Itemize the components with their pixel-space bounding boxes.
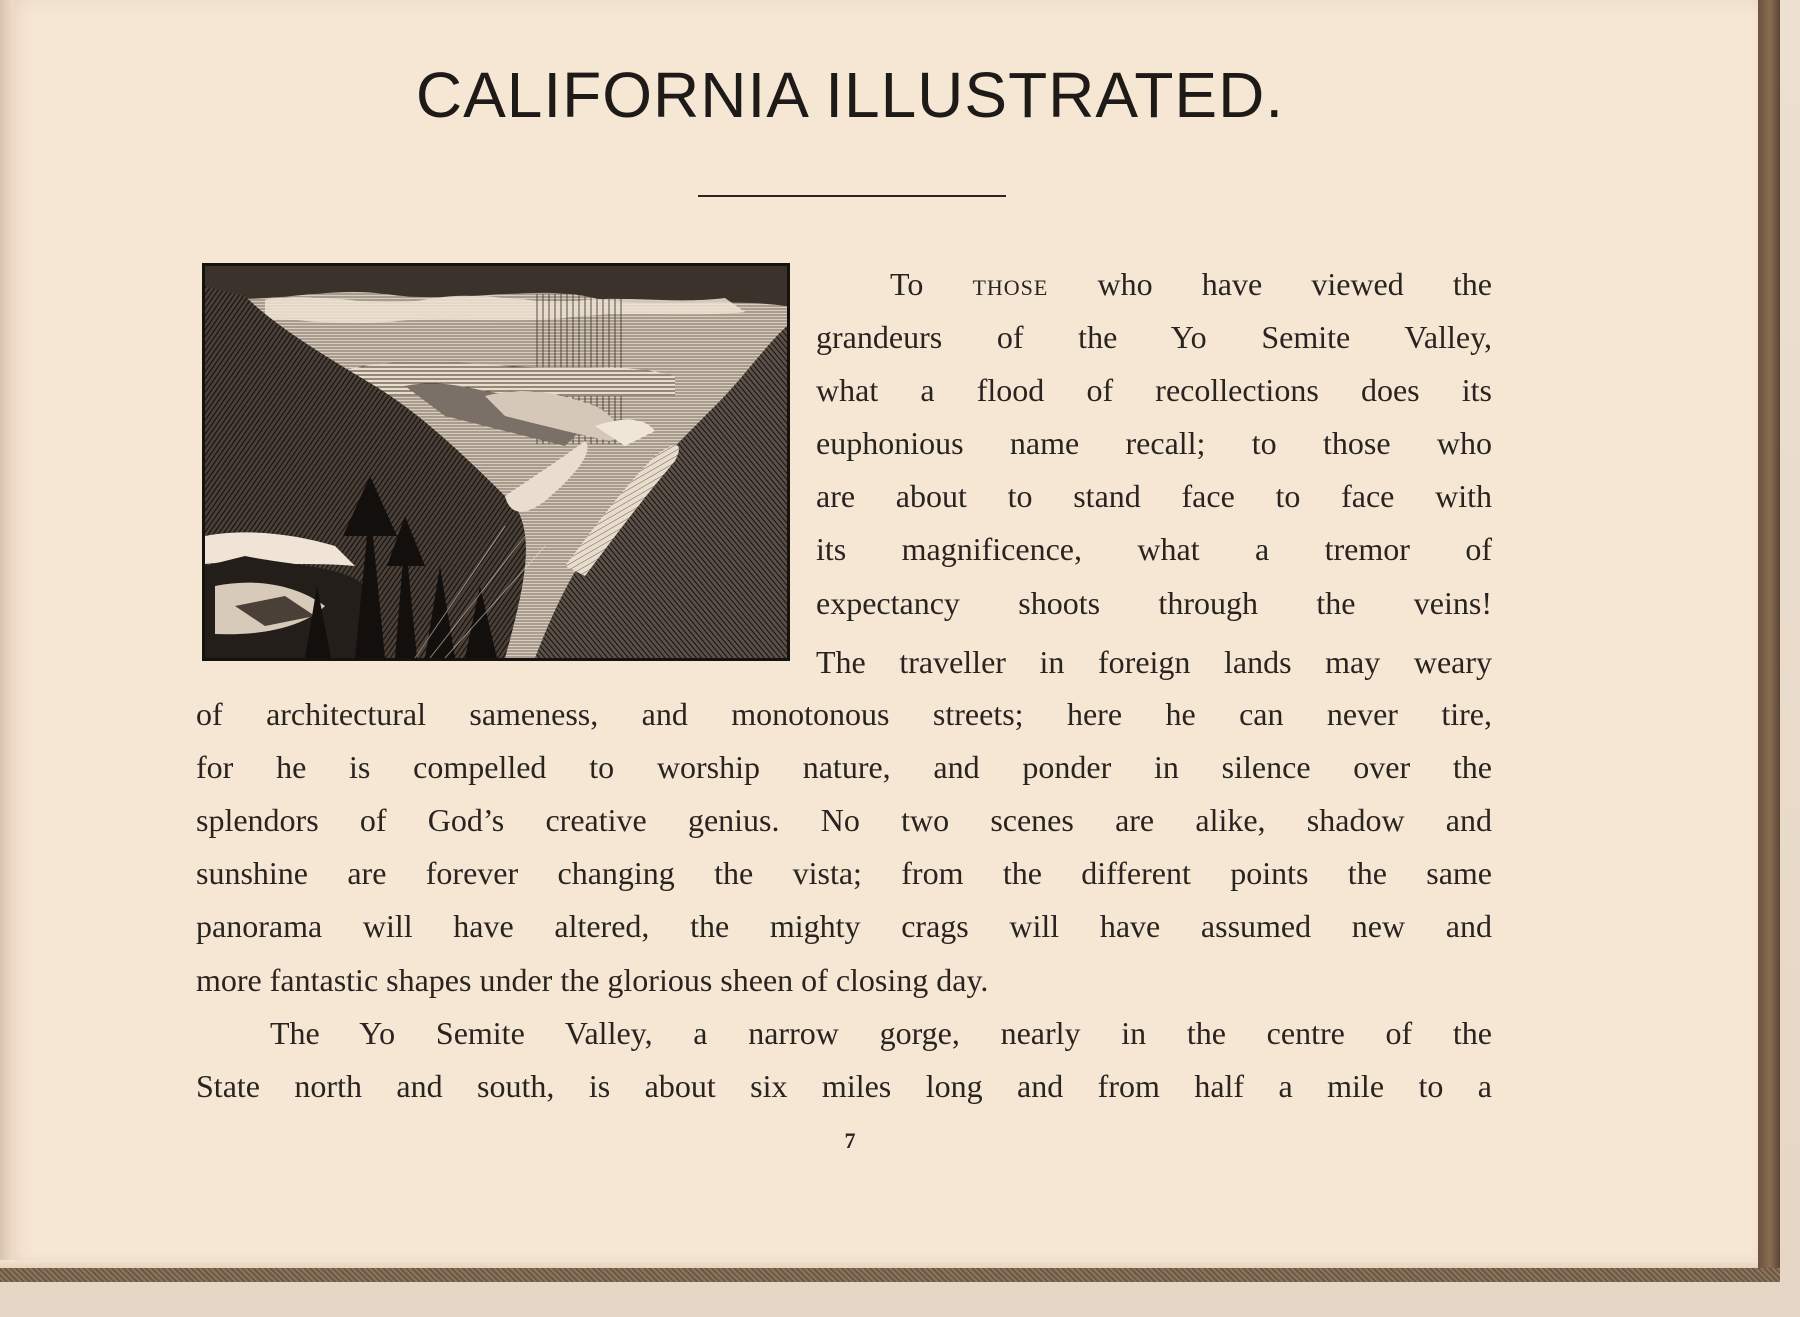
- text-line: euphonious name recall; to those who: [816, 425, 1492, 461]
- title-rule: [698, 195, 1006, 197]
- page-number: 7: [844, 1128, 856, 1153]
- valley-engraving-svg: [205, 266, 787, 658]
- page-gutter-shadow: [0, 0, 14, 1268]
- text-line: expectancy shoots through the veins!: [816, 585, 1492, 621]
- text-line: what a flood of recollections does its: [816, 372, 1492, 408]
- text-line: To those who have viewed the: [890, 266, 1492, 302]
- text-line: its magnificence, what a tremor of: [816, 531, 1492, 567]
- page-title: CALIFORNIA ILLUSTRATED.: [415, 59, 1285, 131]
- text-line: are about to stand face to face with: [816, 478, 1492, 514]
- text-line: panorama will have altered, the mighty crags will have assumed new and: [196, 908, 1492, 944]
- valley-engraving-image: [202, 263, 790, 661]
- page-bottom-edge: [0, 1260, 1758, 1268]
- text-line: The traveller in foreign lands may weary: [816, 644, 1492, 680]
- text-line: State north and south, is about six miles long and from half a mile to a: [196, 1068, 1492, 1104]
- text-line: more fantastic shapes under the glorious sheen of closing day.: [196, 962, 989, 998]
- text-line: sunshine are forever changing the vista; from the different points the same: [196, 855, 1492, 891]
- text-line: grandeurs of the Yo Semite Valley,: [816, 319, 1492, 355]
- text-line: splendors of God’s creative genius. No two scenes are alike, shadow and: [196, 802, 1492, 838]
- book-cover-edge-right: [1758, 0, 1780, 1280]
- book-cover-edge-bottom: [0, 1268, 1780, 1282]
- text-line: for he is compelled to worship nature, and ponder in silence over the: [196, 749, 1492, 785]
- text-line: The Yo Semite Valley, a narrow gorge, nearly in the centre of the: [270, 1015, 1492, 1051]
- text-line: of architectural sameness, and monotonous streets; here he can never tire,: [196, 696, 1492, 732]
